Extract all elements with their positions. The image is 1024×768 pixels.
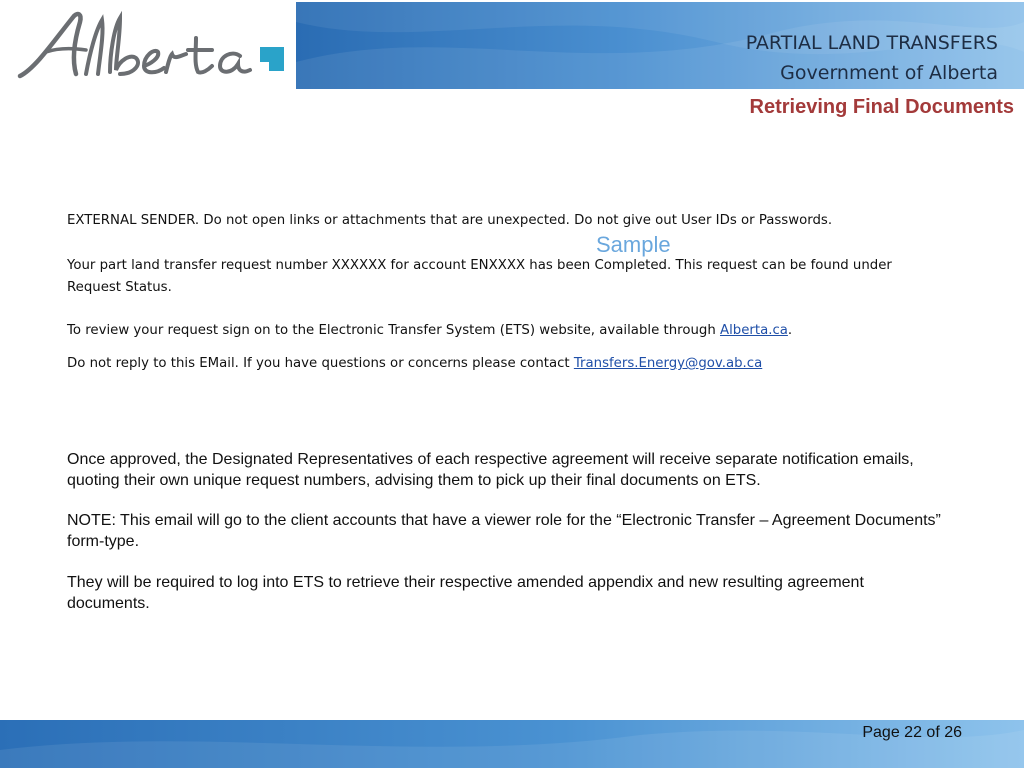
page-number: Page 22 of 26 xyxy=(862,724,962,741)
header-subtitle: Government of Alberta xyxy=(780,62,998,84)
review-text: To review your request sign on to the Electronic Transfer System (ETS) website, available through xyxy=(67,323,720,338)
paragraph-note: NOTE: This email will go to the client accounts that have a viewer role for the “Electronic Transfer – Agreement Documents” form-type. xyxy=(67,512,941,550)
reply-text: Do not reply to this EMail. If you have questions or concerns please contact xyxy=(67,356,574,371)
review-suffix: . xyxy=(787,323,793,338)
page-title: Retrieving Final Documents xyxy=(749,96,1014,118)
transfers-email-link[interactable]: Transfers.Energy@gov.ab.ca xyxy=(573,356,763,371)
review-line xyxy=(67,323,792,338)
paragraph-retrieve: They will be required to log into ETS to retrieve their respective amended appendix and new resulting agreement documents. xyxy=(67,574,864,612)
alberta-logo xyxy=(16,8,288,86)
paragraph-approval: Once approved, the Designated Representatives of each respective agreement will receive separate notification emails, quoting their own unique request numbers, advising them to pick up their final documents on ETS. xyxy=(67,451,914,489)
header-title: PARTIAL LAND TRANSFERS xyxy=(745,32,998,54)
external-sender-warning: EXTERNAL SENDER. Do not open links or attachments that are unexpected. Do not give out User IDs or Passwords. xyxy=(67,213,833,228)
reply-line xyxy=(67,356,762,371)
alberta-ca-link[interactable]: Alberta.ca xyxy=(719,323,788,338)
status-line-2: Request Status. xyxy=(67,280,172,295)
logo-area xyxy=(0,0,296,90)
status-line-1: Your part land transfer request number XXXXXX for account ENXXXX has been Completed. This request can be found under xyxy=(67,258,892,273)
sample-watermark: Sample xyxy=(596,232,671,257)
